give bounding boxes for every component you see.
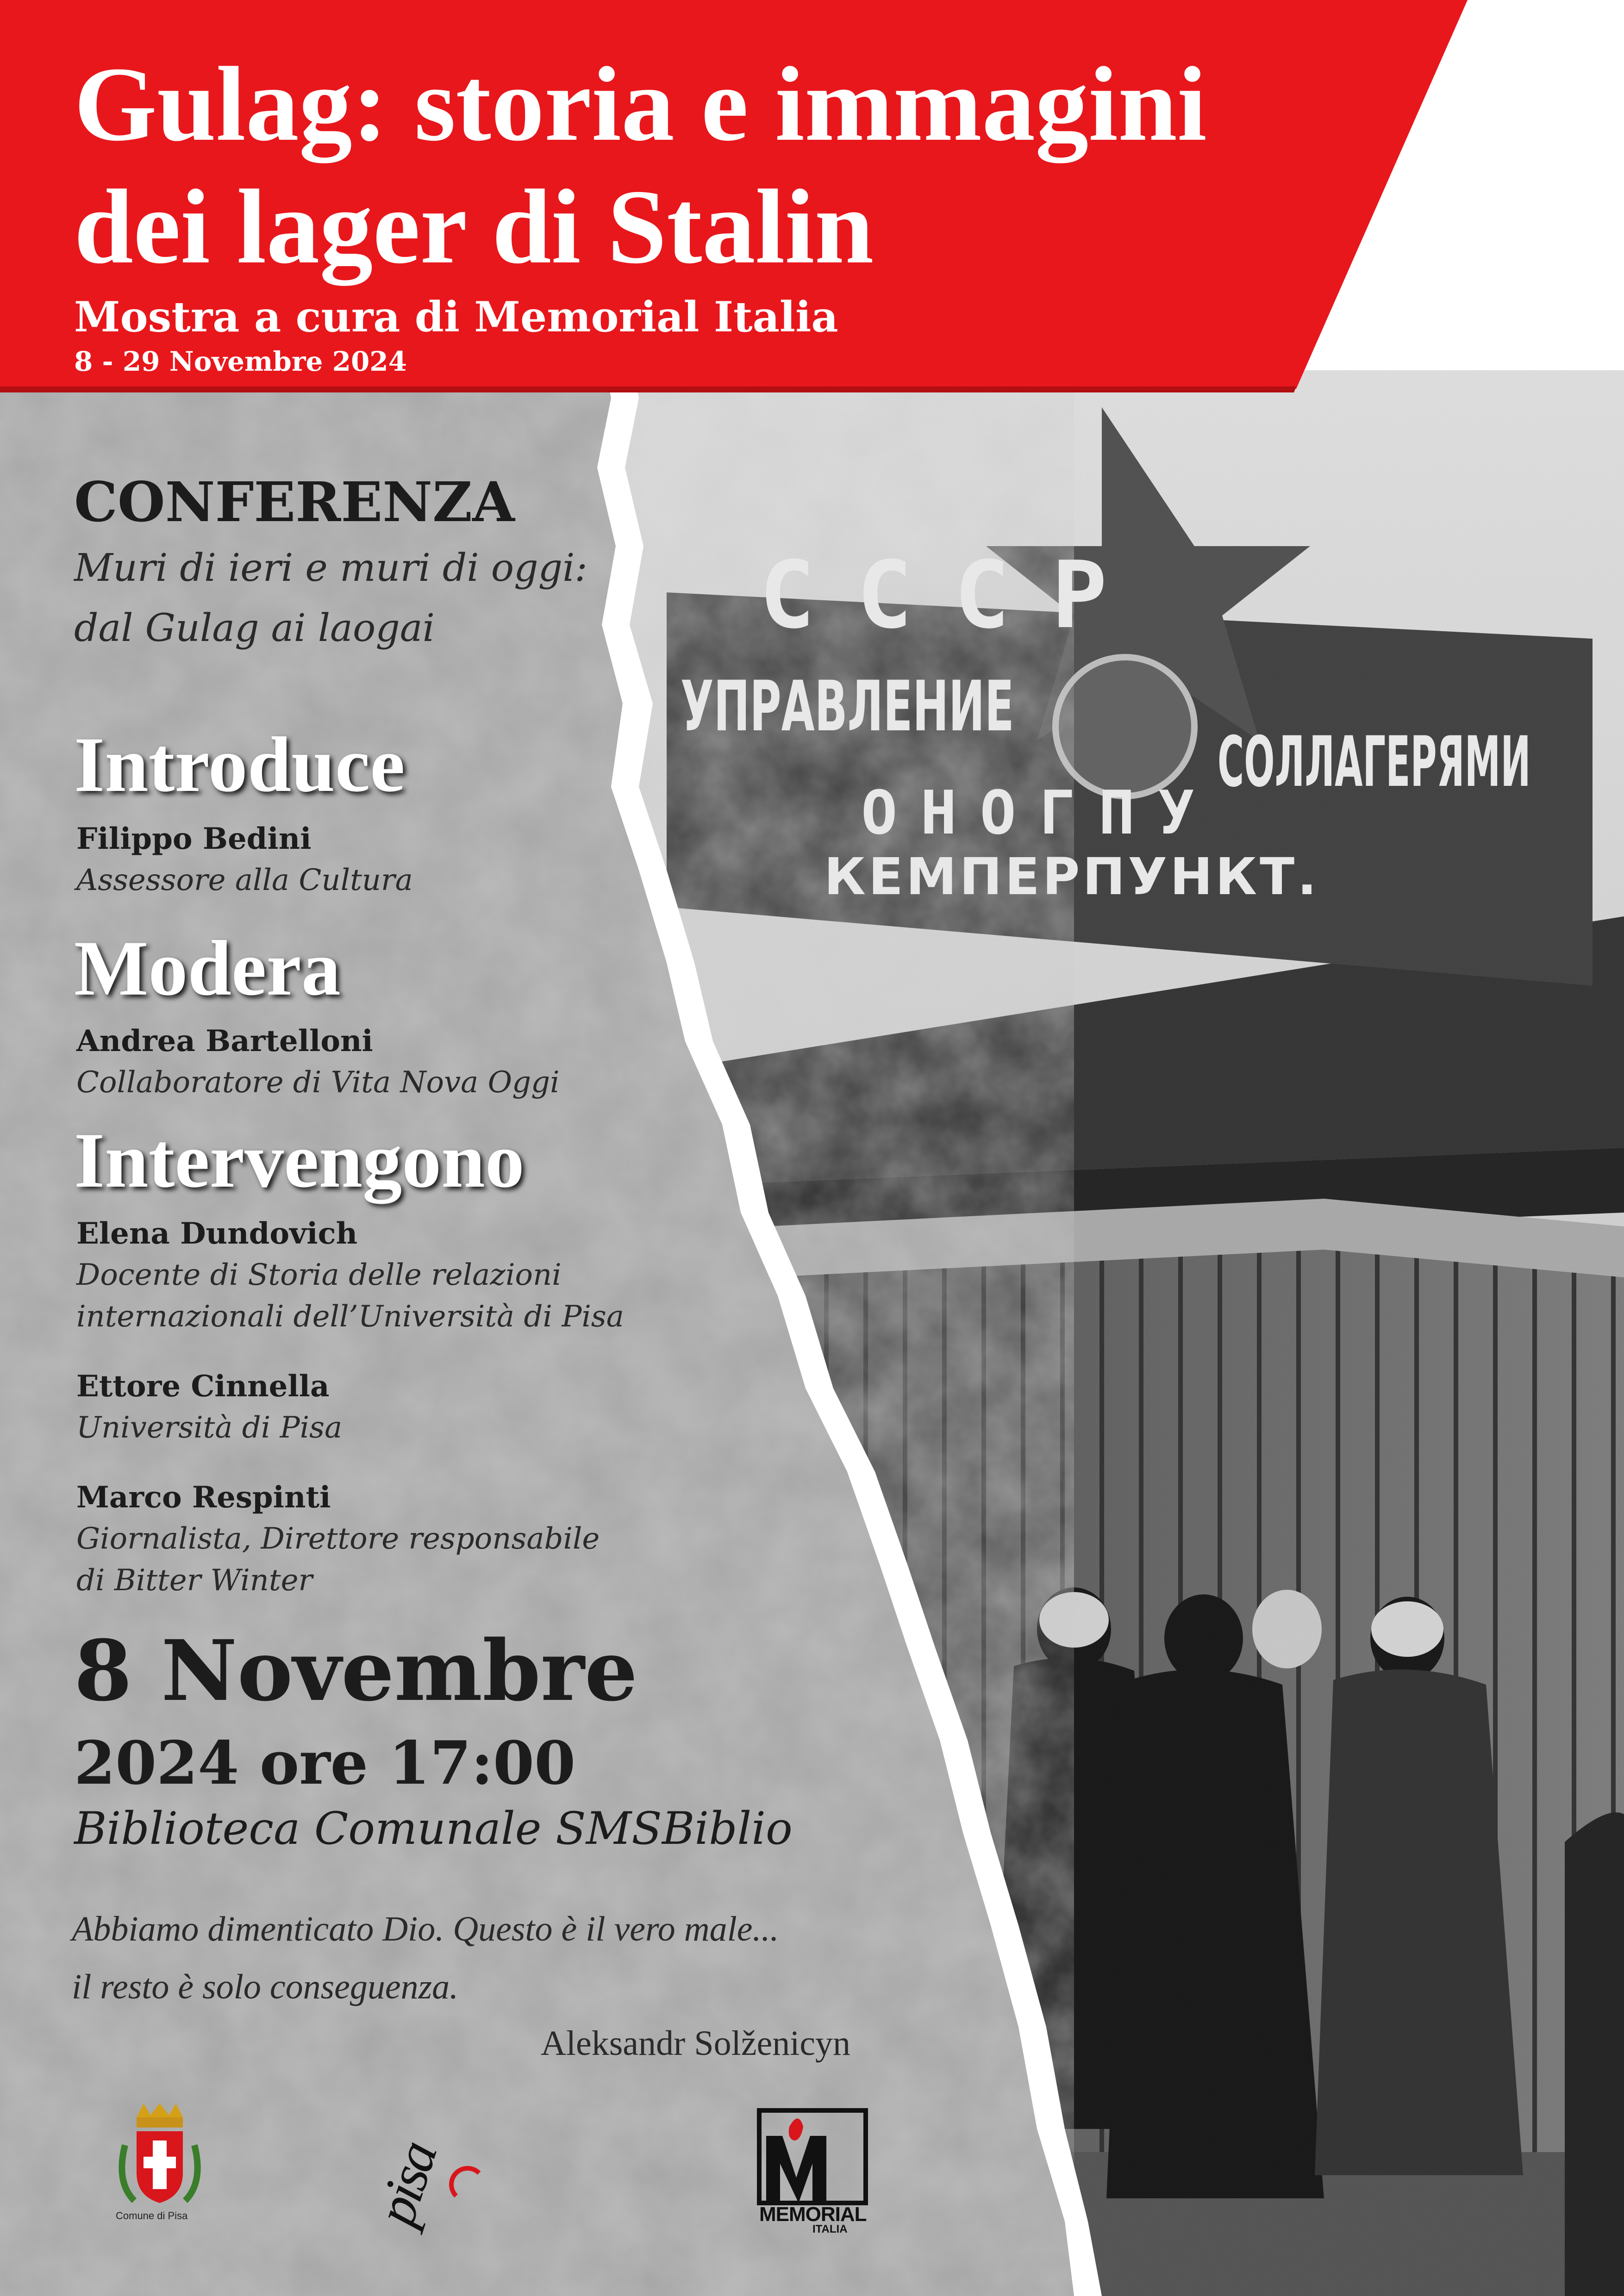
conference-subtitle-2: dal Gulag ai laogai	[74, 606, 435, 650]
curator-line: Mostra a cura di Memorial Italia	[74, 292, 838, 342]
sign-text-line2a: УПРАВЛЕНИЕ	[681, 666, 1014, 747]
speaker-role: internazionali dell’Università di Pisa	[76, 1300, 624, 1334]
quote-line-1: Abbiamo dimenticato Dio. Questo è il vero male...	[72, 1910, 779, 1948]
intervengono-heading: Intervengono	[74, 1117, 525, 1204]
speaker-role: Docente di Storia delle relazioni	[76, 1258, 562, 1292]
memorial-sub-text: ITALIA	[812, 2223, 848, 2235]
isa-letters: pisa	[364, 2135, 448, 2233]
quote-line-2: il resto è solo conseguenza.	[72, 1967, 459, 2006]
isa-red-mark	[449, 2166, 486, 2203]
speaker-name: Marco Respinti	[76, 1480, 331, 1515]
exhibition-dates: 8 - 29 Novembre 2024	[74, 346, 407, 377]
event-date: 8 Novembre	[74, 1622, 638, 1720]
modera-name: Andrea Bartelloni	[76, 1024, 373, 1058]
modera-role: Collaboratore di Vita Nova Oggi	[76, 1065, 560, 1100]
modera-heading: Modera	[74, 925, 341, 1012]
conference-label: CONFERENZA	[74, 470, 515, 534]
introduce-heading: Introduce	[74, 721, 405, 808]
speaker-role: di Bitter Winter	[76, 1563, 313, 1598]
speaker-name: Elena Dundovich	[76, 1216, 358, 1251]
sign-text-line1: СССР	[759, 541, 1149, 649]
introduce-role: Assessore alla Cultura	[76, 863, 413, 897]
memorial-main-text: MEMORIAL	[759, 2203, 867, 2226]
speaker-name: Ettore Cinnella	[76, 1369, 330, 1404]
speaker-role: Università di Pisa	[76, 1411, 343, 1445]
memorial-italia-logo	[755, 2108, 870, 2233]
introduce-name: Filippo Bedini	[76, 821, 312, 856]
comune-di-pisa-logo	[106, 2103, 213, 2219]
speaker-role: Giornalista, Direttore responsabile	[76, 1522, 600, 1556]
sign-text-line2b: СОЛЛАГЕРЯМИ	[1218, 722, 1531, 803]
isa-logo	[364, 2101, 500, 2240]
event-venue: Biblioteca Comunale SMSBiblio	[74, 1803, 793, 1854]
title-line-2: dei lager di Stalin	[74, 168, 874, 286]
sign-text-line3: ОНОГПУ	[861, 778, 1218, 848]
conference-subtitle-1: Muri di ieri e muri di oggi:	[74, 546, 587, 590]
comune-crest-icon	[106, 2103, 213, 2219]
quote-author: Aleksandr Solženicyn	[541, 2024, 851, 2063]
title-line-1: Gulag: storia e immagini	[74, 45, 1207, 163]
sign-text-line4: КЕМПЕРПУНКТ.	[824, 847, 1320, 906]
event-year-time: 2024 ore 17:00	[74, 1729, 576, 1798]
comune-caption: Comune di Pisa	[116, 2210, 188, 2221]
